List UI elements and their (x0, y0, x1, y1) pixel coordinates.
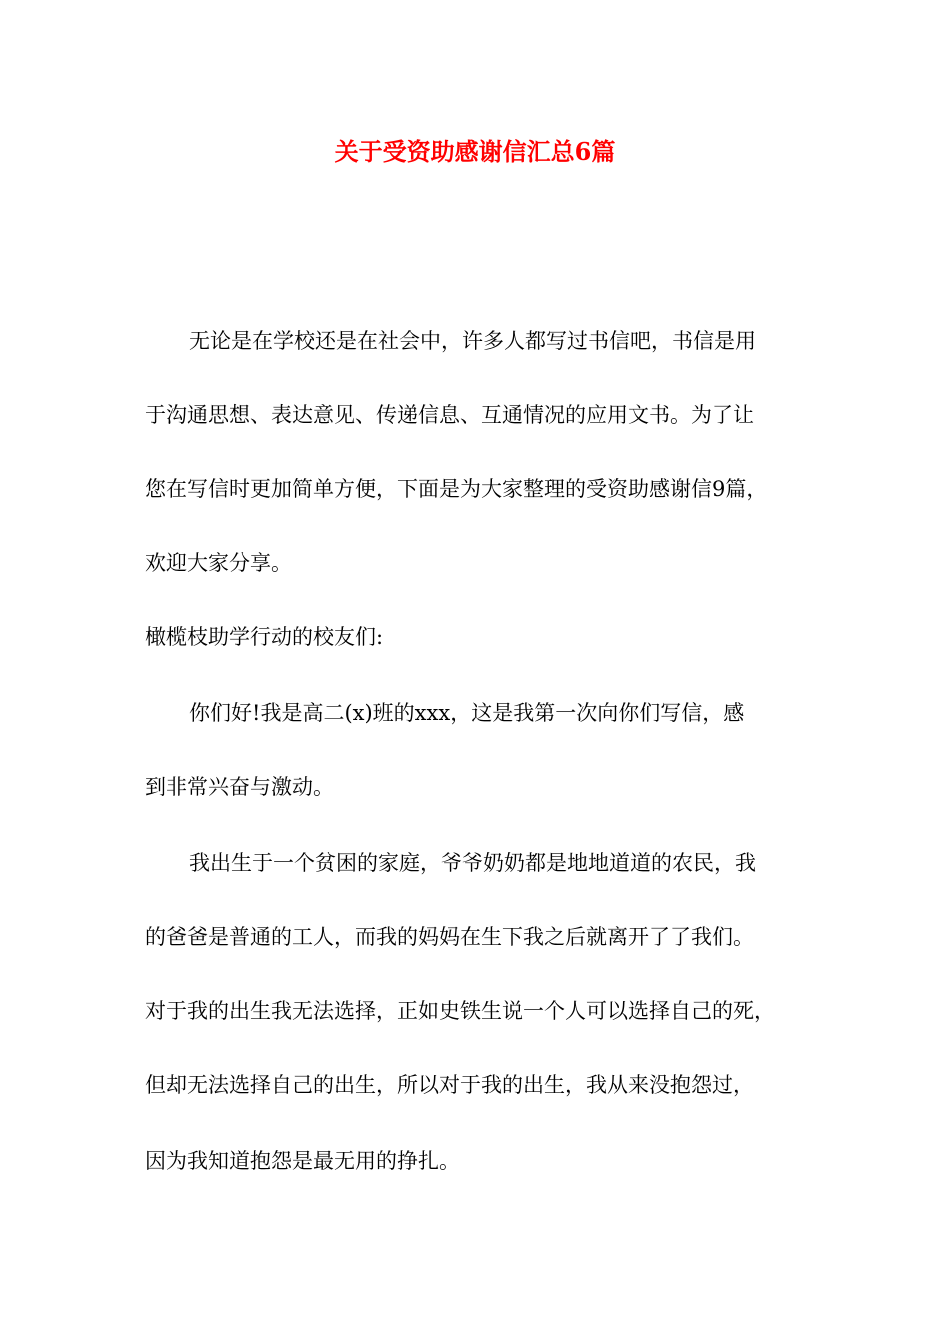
body-line: 欢迎大家分享。 (145, 551, 292, 575)
body-line: 我出生于一个贫困的家庭，爷爷奶奶都是地地道道的农民，我 (189, 851, 756, 875)
body-line: 您在写信时更加简单方便，下面是为大家整理的受资助感谢信9篇， (145, 477, 768, 501)
body-line: 的爸爸是普通的工人，而我的妈妈在生下我之后就离开了了我们。 (145, 925, 754, 949)
body-line: 对于我的出生我无法选择，正如史铁生说一个人可以选择自己的死， (145, 999, 775, 1023)
salutation: 橄榄枝助学行动的校友们: (145, 625, 384, 649)
body-line: 但却无法选择自己的出生，所以对于我的出生，我从来没抱怨过， (145, 1073, 754, 1097)
body-line: 你们好!我是高二(x)班的xxx，这是我第一次向你们写信，感 (189, 701, 745, 725)
body-line: 无论是在学校还是在社会中，许多人都写过书信吧，书信是用 (189, 329, 756, 353)
document-title: 关于受资助感谢信汇总6篇 (334, 137, 616, 166)
body-line: 到非常兴奋与激动。 (145, 775, 334, 799)
body-line: 因为我知道抱怨是最无用的挣扎。 (145, 1149, 460, 1173)
body-line: 于沟通思想、表达意见、传递信息、互通情况的应用文书。为了让 (145, 403, 754, 427)
